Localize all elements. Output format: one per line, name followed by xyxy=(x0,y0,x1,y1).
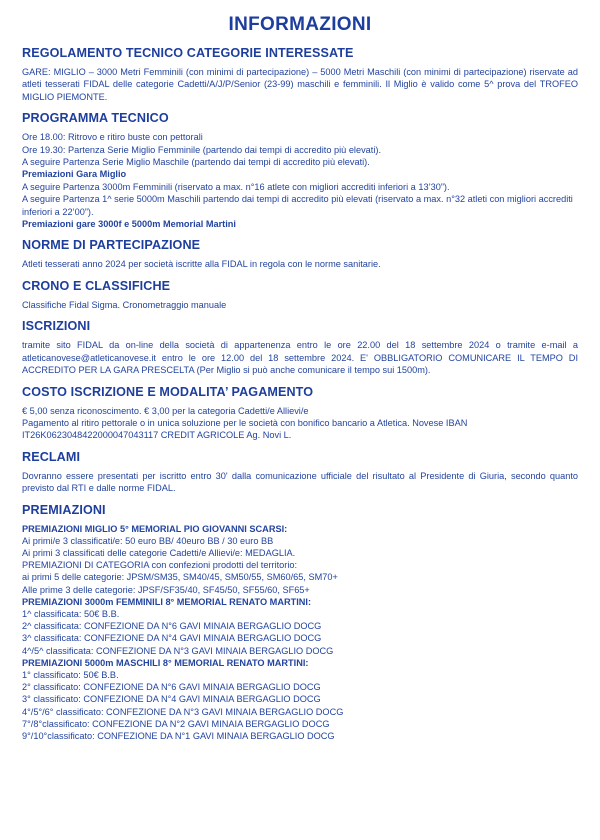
text-line: 9°/10°classificato: CONFEZIONE DA N°1 GAVI MINAIA BERGAGLIO DOCG xyxy=(22,730,335,741)
subheading-line: Premiazioni gare 3000f e 5000m Memorial Martini xyxy=(22,219,236,230)
text-line: 2^ classificata: CONFEZIONE DA N°6 GAVI MINAIA BERGAGLIO DOCG xyxy=(22,621,322,632)
section-programma xyxy=(22,111,578,230)
text-line: 2° classificato: CONFEZIONE DA N°6 GAVI MINAIA BERGAGLIO DOCG xyxy=(22,682,321,693)
text-line: Ai primi/e 3 classificati/e: 50 euro BB/ 40euro BB / 30 euro BB xyxy=(22,535,274,546)
section-heading-crono: CRONO E CLASSIFICHE xyxy=(22,278,171,293)
text-line: 3° classificato: CONFEZIONE DA N°4 GAVI MINAIA BERGAGLIO DOCG xyxy=(22,694,321,705)
costo-line: € 5,00 senza riconoscimento. € 3,00 per la categoria Cadetti/e Allievi/e xyxy=(22,405,309,416)
iscrizioni-text: tramite sito FIDAL da on-line della società di appartenenza entro le ore 22.00 del 18 settembre 2024 o tramite e-mail a atleticanovese@atleticanovese.it entro le ore 12.00 del 18 settembre 2024. E' OBBLIGATORIO COMUNICARE IL TEMPO DI ACCREDITO PER LA GARA PRESCELTA (Per Miglio si può anche comunicare il tempo sui 1500m). xyxy=(22,340,578,376)
text-line: Ore 19.30: Partenza Serie Miglio Femminile (partendo dai tempi di accredito più elevati). xyxy=(22,144,381,155)
premiazioni-lines xyxy=(22,523,578,743)
text-line: 4^/5^ classificata: CONFEZIONE DA N°3 GAVI MINAIA BERGAGLIO DOCG xyxy=(22,645,334,656)
section-heading-programma: PROGRAMMA TECNICO xyxy=(22,111,169,126)
text-line: A seguire Partenza 3000m Femminili (riservato a max. n°16 atlete con migliori accrediti inferiori a 13’30”). xyxy=(22,181,450,192)
section-premiazioni xyxy=(22,503,578,743)
section-crono xyxy=(22,279,578,311)
text-line: Alle prime 3 delle categorie: JPSF/SF35/40, SF45/50, SF55/60, SF65+ xyxy=(22,584,310,595)
crono-text: Classifiche Fidal Sigma. Cronometraggio manuale xyxy=(22,299,227,310)
reclami-text: Dovranno essere presentati per iscritto entro 30' dalla comunicazione ufficiale del risultato al Presidente di Giuria, secondo quanto previsto dal RTI e dalle norme FIDAL. xyxy=(22,470,578,494)
section-norme xyxy=(22,238,578,270)
text-line: 1^ classificata: 50€ B.B. xyxy=(22,608,120,619)
section-heading-iscrizioni: ISCRIZIONI xyxy=(22,319,91,334)
section-regolamento xyxy=(22,46,578,103)
section-reclami xyxy=(22,450,578,495)
subheading-line: PREMIAZIONI 3000m FEMMINILI 8° MEMORIAL RENATO MARTINI: xyxy=(22,596,312,607)
regolamento-text: GARE: MIGLIO – 3000 Metri Femminili (con minimi di partecipazione) – 5000 Metri Maschili (con minimi di partecipazione) riservate ad atleti tesserati FIDAL delle categorie Cadetti/A/J/P/Senior (23-99) maschili e femminili. Il Miglio è valido come 5^ prova del TROFEO MIGLIO PIEMONTE. xyxy=(22,67,578,102)
section-iscrizioni xyxy=(22,319,578,376)
text-line: Ore 18.00: Ritrovo e ritiro buste con pettorali xyxy=(22,132,203,143)
text-line: 1° classificato: 50€ B.B. xyxy=(22,669,119,680)
text-line: 3^ classificata: CONFEZIONE DA N°4 GAVI MINAIA BERGAGLIO DOCG xyxy=(22,633,322,644)
subheading-line: Premiazioni Gara Miglio xyxy=(22,169,127,180)
section-heading-norme: NORME DI PARTECIPAZIONE xyxy=(22,238,201,253)
section-costo xyxy=(22,385,578,442)
costo-line: Pagamento al ritiro pettorale o in unica soluzione per le società con bonifico bancario a Atletica. Novese IBAN IT26K0623048422000047043117 CREDIT AGRICOLE Ag. Novi L. xyxy=(22,417,468,441)
section-heading-regolamento: REGOLAMENTO TECNICO CATEGORIE INTERESSATE xyxy=(22,46,354,60)
text-line: 4°/5°/6° classificato: CONFEZIONE DA N°3 GAVI MINAIA BERGAGLIO DOCG xyxy=(22,706,344,717)
text-line: A seguire Partenza Serie Miglio Maschile (partendo dai tempi di accredito più elevati). xyxy=(22,157,370,168)
text-line: ai primi 5 delle categorie: JPSM/SM35, SM40/45, SM50/55, SM60/65, SM70+ xyxy=(22,572,338,583)
text-line: Ai primi 3 classificati delle categorie Cadetti/e Allievi/e: MEDAGLIA. xyxy=(22,547,296,558)
text-line: 7°/8°classificato: CONFEZIONE DA N°2 GAVI MINAIA BERGAGLIO DOCG xyxy=(22,718,330,729)
section-heading-costo: COSTO ISCRIZIONE E MODALITA’ PAGAMENTO xyxy=(22,384,314,399)
text-line: PREMIAZIONI DI CATEGORIA con confezioni prodotti del territorio: xyxy=(22,560,298,571)
subheading-line: PREMIAZIONI 5000m MASCHILI 8° MEMORIAL RENATO MARTINI: xyxy=(22,657,309,668)
subheading-line: PREMIAZIONI MIGLIO 5° MEMORIAL PIO GIOVANNI SCARSI: xyxy=(22,523,288,534)
page-title: INFORMAZIONI xyxy=(228,14,372,35)
norme-text: Atleti tesserati anno 2024 per società iscritte alla FIDAL in regola con le norme sanitarie. xyxy=(22,259,381,270)
programma-lines xyxy=(22,131,578,230)
text-line: A seguire Partenza 1^ serie 5000m Maschili partendo dai tempi di accredito più elevati (riservato a max. n°32 atleti con migliori accrediti inferiori a 22’00”). xyxy=(22,194,573,217)
section-heading-premiazioni: PREMIAZIONI xyxy=(22,502,106,517)
section-heading-reclami: RECLAMI xyxy=(22,449,81,464)
